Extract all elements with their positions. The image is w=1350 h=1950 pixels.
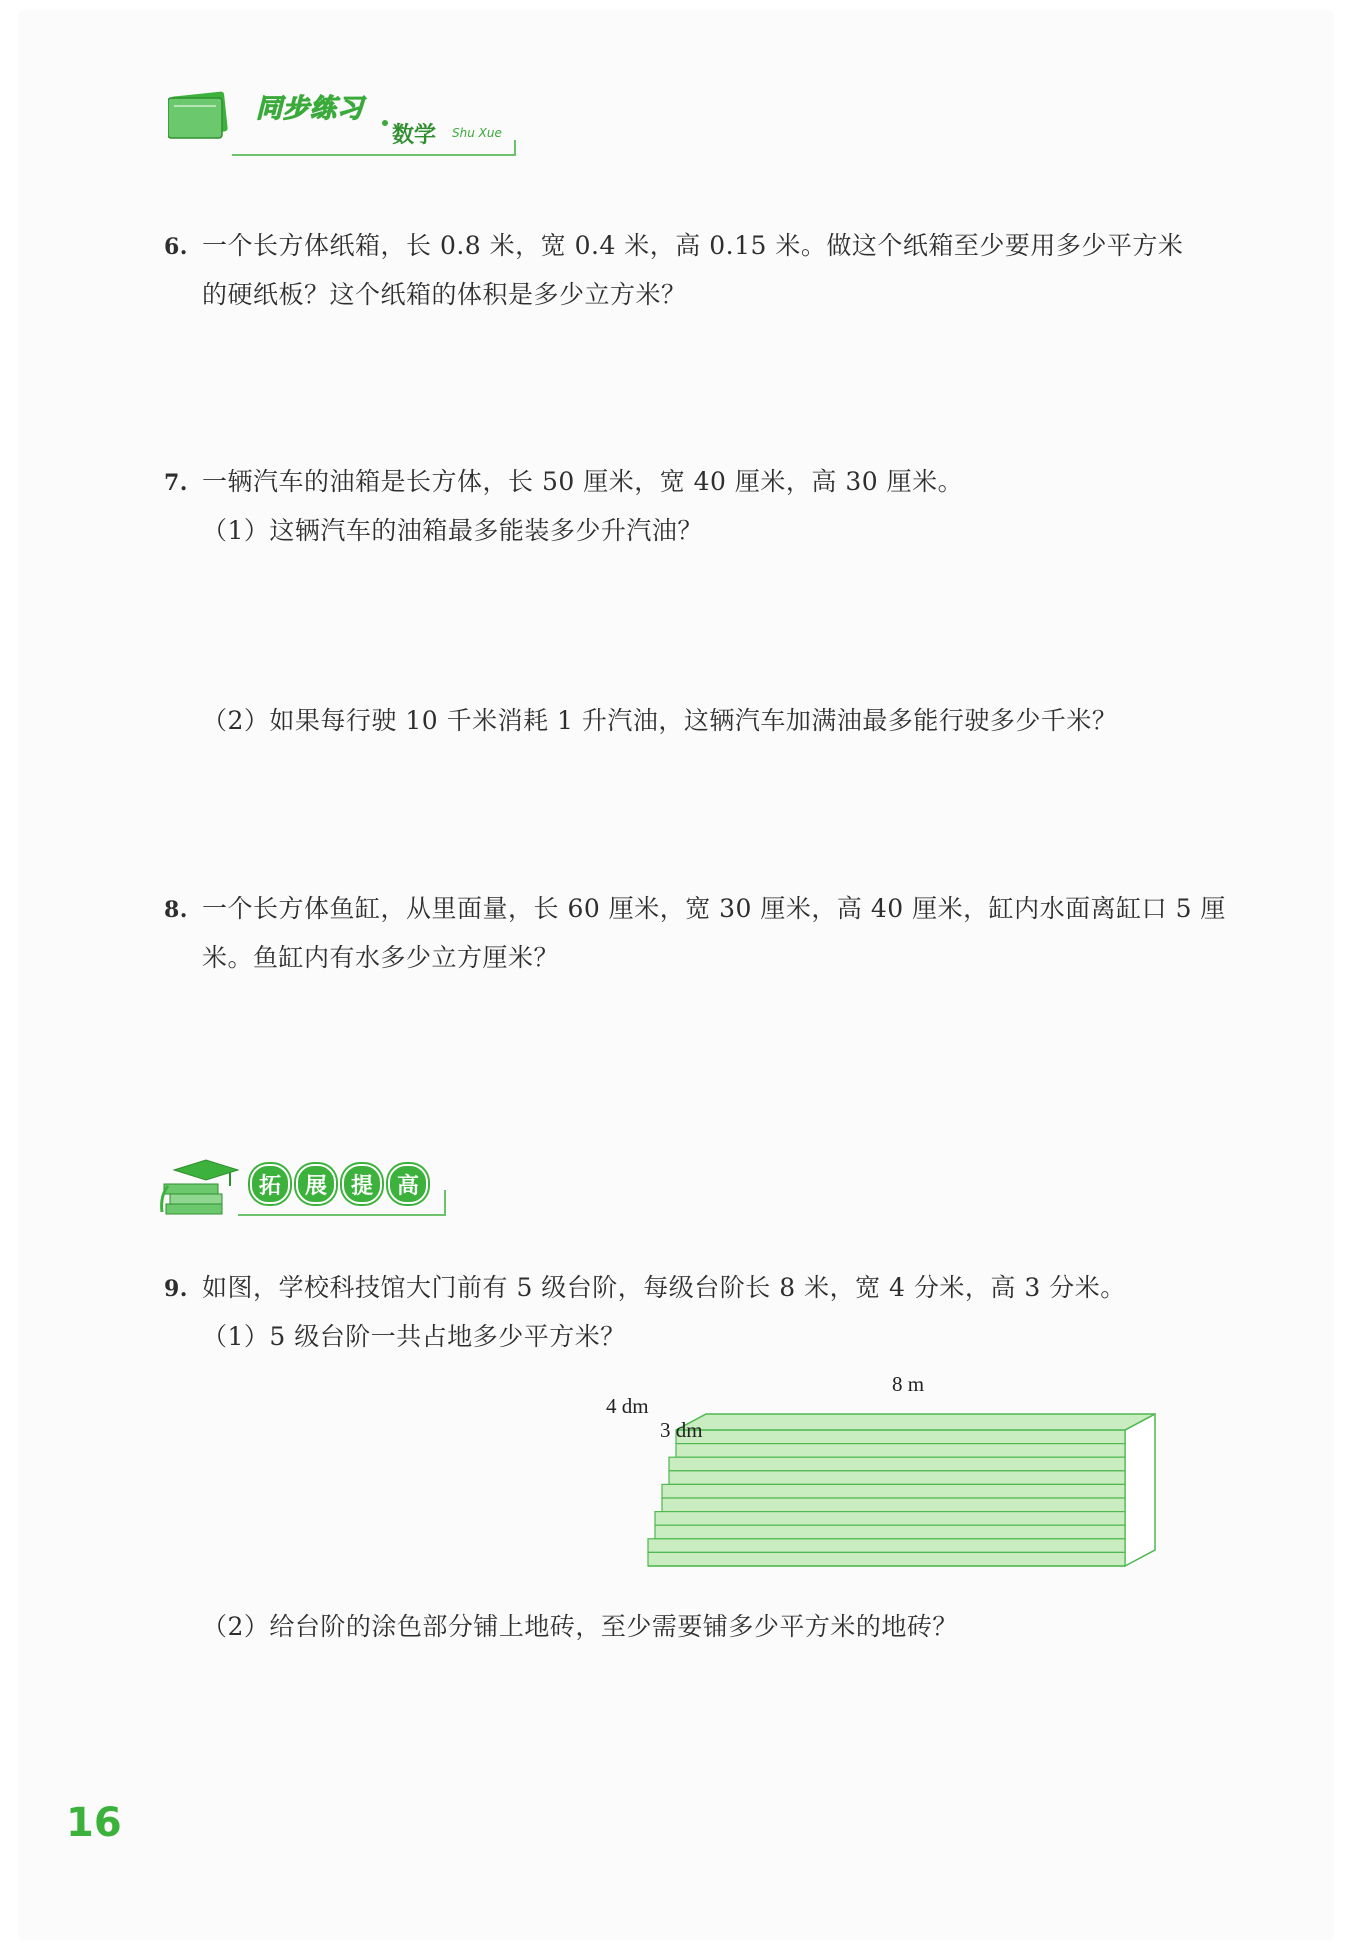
section-title-char: 展 <box>296 1164 336 1204</box>
question-number: 6. <box>164 234 188 260</box>
series-title: 同步练习 <box>256 94 365 124</box>
sub-question-1: （1）5 级台阶一共占地多少平方米？ <box>202 1322 626 1351</box>
question-7-part-2 <box>164 697 1117 744</box>
header-dot <box>382 120 388 126</box>
section-title-char: 提 <box>342 1164 382 1204</box>
question-6 <box>164 222 1183 318</box>
stairs-top-face <box>676 1414 1155 1430</box>
stair-tread <box>669 1457 1125 1471</box>
height-label: 3 dm <box>660 1418 703 1442</box>
stair-tread <box>648 1539 1125 1553</box>
question-9 <box>164 1264 1126 1360</box>
question-9-part-2 <box>164 1603 958 1650</box>
stair-riser <box>676 1444 1125 1458</box>
sub-question-1: （1）这辆汽车的油箱最多能装多少升汽油？ <box>202 516 703 545</box>
page-number: 16 <box>66 1800 122 1846</box>
stair-riser <box>669 1471 1125 1485</box>
stair-riser <box>648 1552 1125 1566</box>
section-title-char: 拓 <box>250 1164 290 1204</box>
length-label: 8 m <box>892 1372 925 1396</box>
question-number: 7. <box>164 470 188 496</box>
stairs-figure <box>600 1370 1200 1580</box>
section-title <box>250 1164 428 1204</box>
section-banner-extension <box>160 1150 450 1230</box>
question-text: 一个长方体纸箱，长 0.8 米，宽 0.4 米，高 0.15 米。做这个纸箱至少要用多少平方米 <box>202 231 1184 260</box>
sub-question-2: （2）如果每行驶 10 千米消耗 1 升汽油，这辆汽车加满油最多能行驶多少千米？ <box>202 706 1118 735</box>
question-text: 一个长方体鱼缸，从里面量，长 60 厘米，宽 30 厘米，高 40 厘米，缸内水面离缸口 5 厘 <box>202 894 1226 923</box>
question-number: 8. <box>164 897 188 923</box>
stair-tread <box>655 1512 1125 1526</box>
subject-title: 数学 <box>392 123 437 148</box>
stairs-side-face <box>1125 1414 1155 1566</box>
stair-riser <box>655 1525 1125 1539</box>
stairs-diagram <box>600 1370 1200 1580</box>
width-label: 4 dm <box>606 1394 649 1418</box>
question-text: 的硬纸板？这个纸箱的体积是多少立方米？ <box>202 280 687 309</box>
question-text: 米。鱼缸内有水多少立方厘米？ <box>202 943 560 972</box>
question-text: 一辆汽车的油箱是长方体，长 50 厘米，宽 40 厘米，高 30 厘米。 <box>202 467 964 496</box>
stair-riser <box>662 1498 1125 1512</box>
question-8 <box>164 885 1226 981</box>
stair-tread <box>676 1430 1125 1444</box>
stair-tread <box>662 1484 1125 1498</box>
question-number: 9. <box>164 1276 188 1302</box>
graduation-cap-icon <box>160 1156 240 1226</box>
header-logo <box>160 80 520 160</box>
book-icon <box>168 86 230 140</box>
question-7 <box>164 458 963 554</box>
header-underline <box>232 140 516 156</box>
subject-pinyin: Shu Xue <box>452 126 502 140</box>
sub-question-2: （2）给台阶的涂色部分铺上地砖，至少需要铺多少平方米的地砖？ <box>202 1612 958 1641</box>
question-text: 如图，学校科技馆大门前有 5 级台阶，每级台阶长 8 米，宽 4 分米，高 3 分米。 <box>202 1273 1126 1302</box>
section-title-char: 高 <box>388 1164 428 1204</box>
